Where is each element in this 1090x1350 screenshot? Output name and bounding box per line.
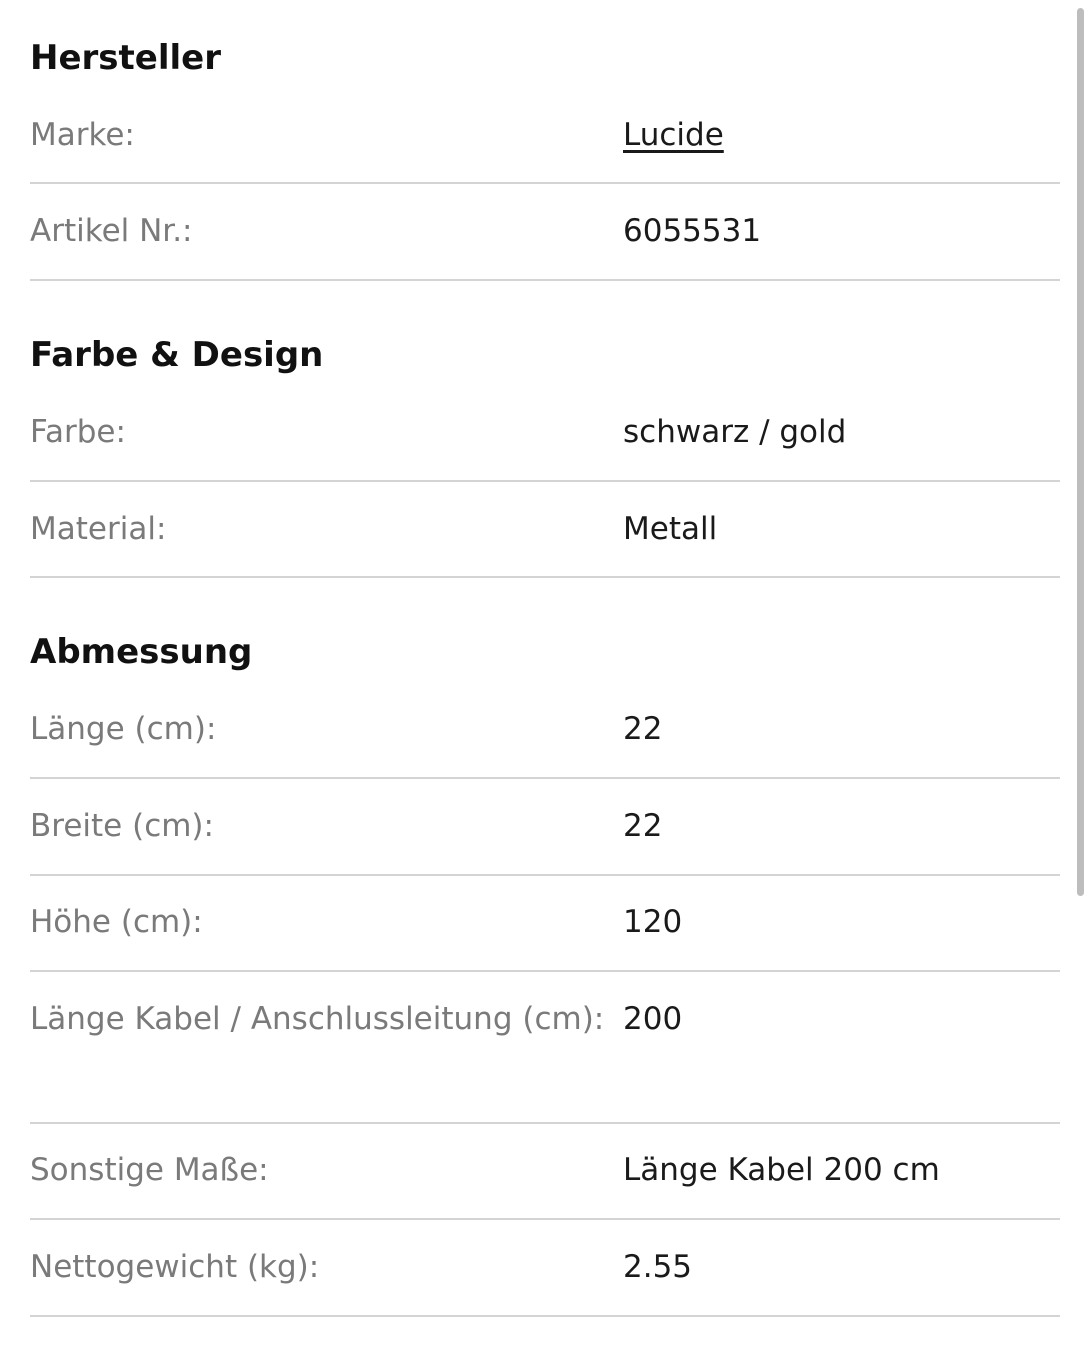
attribute-value: 22 — [623, 711, 663, 747]
attribute-value: 200 — [623, 1001, 683, 1037]
attribute-label: Farbe: — [30, 414, 126, 450]
attribute-label: Höhe (cm): — [30, 904, 203, 940]
attribute-label: Länge (cm): — [30, 711, 217, 747]
attribute-label: Marke: — [30, 117, 135, 153]
section-title-abmessung: Abmessung — [30, 632, 253, 672]
attribute-value: schwarz / gold — [623, 414, 847, 450]
attribute-row-breite — [30, 799, 1060, 876]
attribute-value: 6055531 — [623, 213, 762, 249]
attribute-row-material — [30, 502, 1060, 578]
attribute-value: Metall — [623, 511, 718, 547]
section-title-hersteller: Hersteller — [30, 38, 221, 78]
attribute-label: Sonstige Maße: — [30, 1152, 269, 1188]
attribute-row-nettogewicht — [30, 1240, 1060, 1317]
attribute-label: Material: — [30, 511, 167, 547]
attribute-value — [623, 108, 1060, 182]
attribute-label: Nettogewicht (kg): — [30, 1249, 320, 1285]
attribute-value: 22 — [623, 808, 663, 844]
attribute-label: Artikel Nr.: — [30, 213, 193, 249]
attribute-row-laenge-kabel — [30, 992, 1060, 1124]
attribute-row-marke — [30, 108, 1060, 184]
attribute-label: Breite (cm): — [30, 808, 214, 844]
attribute-label: Länge Kabel / Anschlussleitung (cm): — [30, 1001, 605, 1037]
brand-link[interactable]: Lucide — [623, 117, 724, 153]
section-title-farbe-design: Farbe & Design — [30, 335, 324, 375]
attribute-row-hoehe — [30, 895, 1060, 972]
attribute-row-laenge — [30, 702, 1060, 779]
attribute-row-artikel-nr — [30, 204, 1060, 281]
scrollbar-thumb[interactable] — [1077, 8, 1084, 896]
attribute-row-farbe — [30, 405, 1060, 482]
attribute-value: 120 — [623, 904, 683, 940]
attribute-value: 2.55 — [623, 1249, 693, 1285]
attribute-value: Länge Kabel 200 cm — [623, 1152, 940, 1188]
attribute-row-sonstige-masse — [30, 1143, 1060, 1220]
